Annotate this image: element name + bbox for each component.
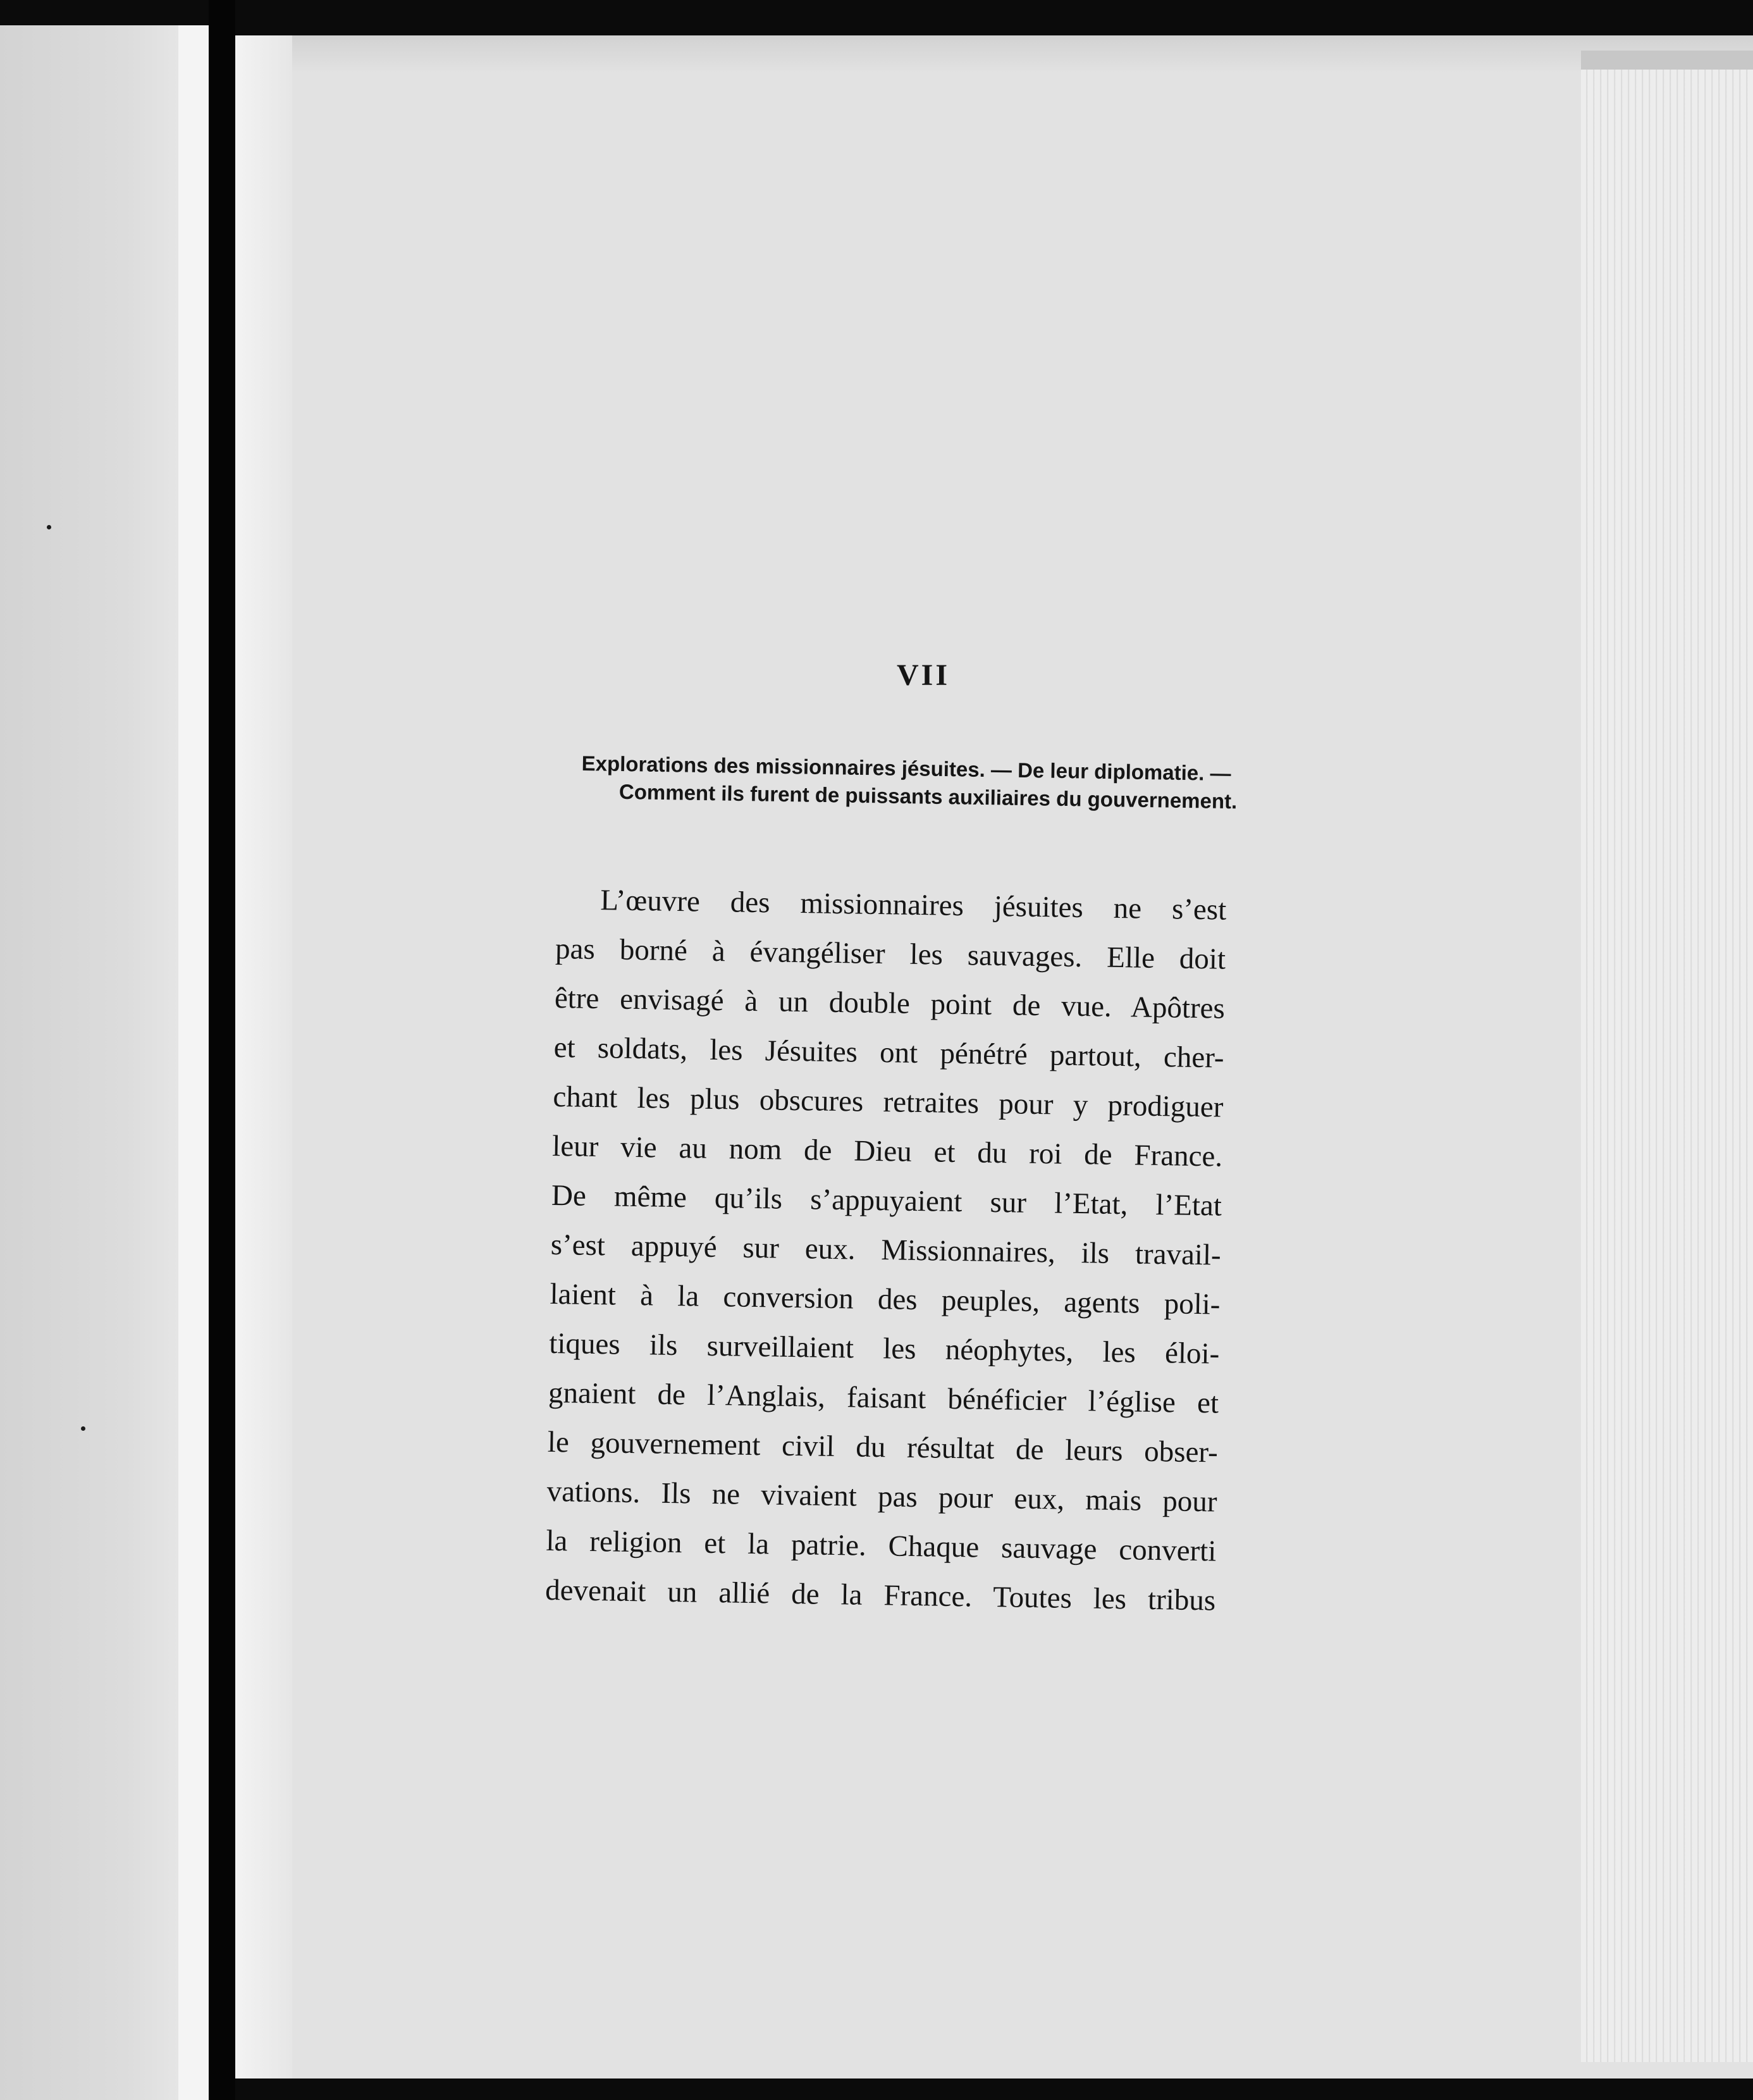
text-line: gnaient de l’Anglais, faisant bénéficier l’église et [548, 1376, 1219, 1420]
text-line: la religion et la patrie. Chaque sauvage converti [546, 1524, 1217, 1568]
page-top-shadow [235, 35, 1753, 73]
stacked-page-edges [1581, 51, 1753, 2062]
chapter-heading: VII [896, 658, 950, 692]
dust-speck [81, 1426, 85, 1431]
text-line: L’œuvre des missionnaires jésuites ne s’est [600, 884, 1227, 927]
left-page-edge [0, 25, 209, 2100]
page-text-block [544, 658, 1252, 1617]
text-line: laient à la conversion des peuples, agents poli- [550, 1277, 1221, 1321]
text-line: vations. Ils ne vivaient pas pour eux, mais pour [546, 1474, 1217, 1519]
text-line: et soldats, les Jésuites ont pénétré partout, cher- [553, 1030, 1224, 1075]
text-line: tiques ils surveillaient les néophytes, les éloi- [548, 1326, 1220, 1371]
text-line: devenait un allié de la France. Toutes les tribus [544, 1573, 1216, 1617]
text-line: pas borné à évangéliser les sauvages. Elle doit [555, 932, 1226, 976]
text-line: le gouvernement civil du résultat de leurs obser- [547, 1425, 1219, 1469]
book-gutter [209, 0, 235, 2100]
page-edges-top [1581, 51, 1753, 70]
text-line: chant les plus obscures retraites pour y prodiguer [553, 1080, 1224, 1124]
chapter-summary: Explorations des missionnaires jésuites. — De leur diplomatie. — Comment ils furent de puissants auxiliaires du gouvernement. [581, 751, 1238, 813]
text-line: être envisagé à un double point de vue. Apôtres [554, 981, 1226, 1025]
text-line: s’est appuyé sur eux. Missionnaires, ils travail- [550, 1228, 1222, 1272]
body-paragraph [545, 875, 1227, 1626]
dust-speck [47, 525, 51, 529]
page-inner-margin [235, 35, 292, 2078]
text-line: leur vie au nom de Dieu et du roi de France. [551, 1129, 1223, 1173]
text-line: De même qu’ils s’appuyaient sur l’Etat, l’Etat [551, 1178, 1222, 1223]
left-page-margin [178, 25, 209, 2100]
